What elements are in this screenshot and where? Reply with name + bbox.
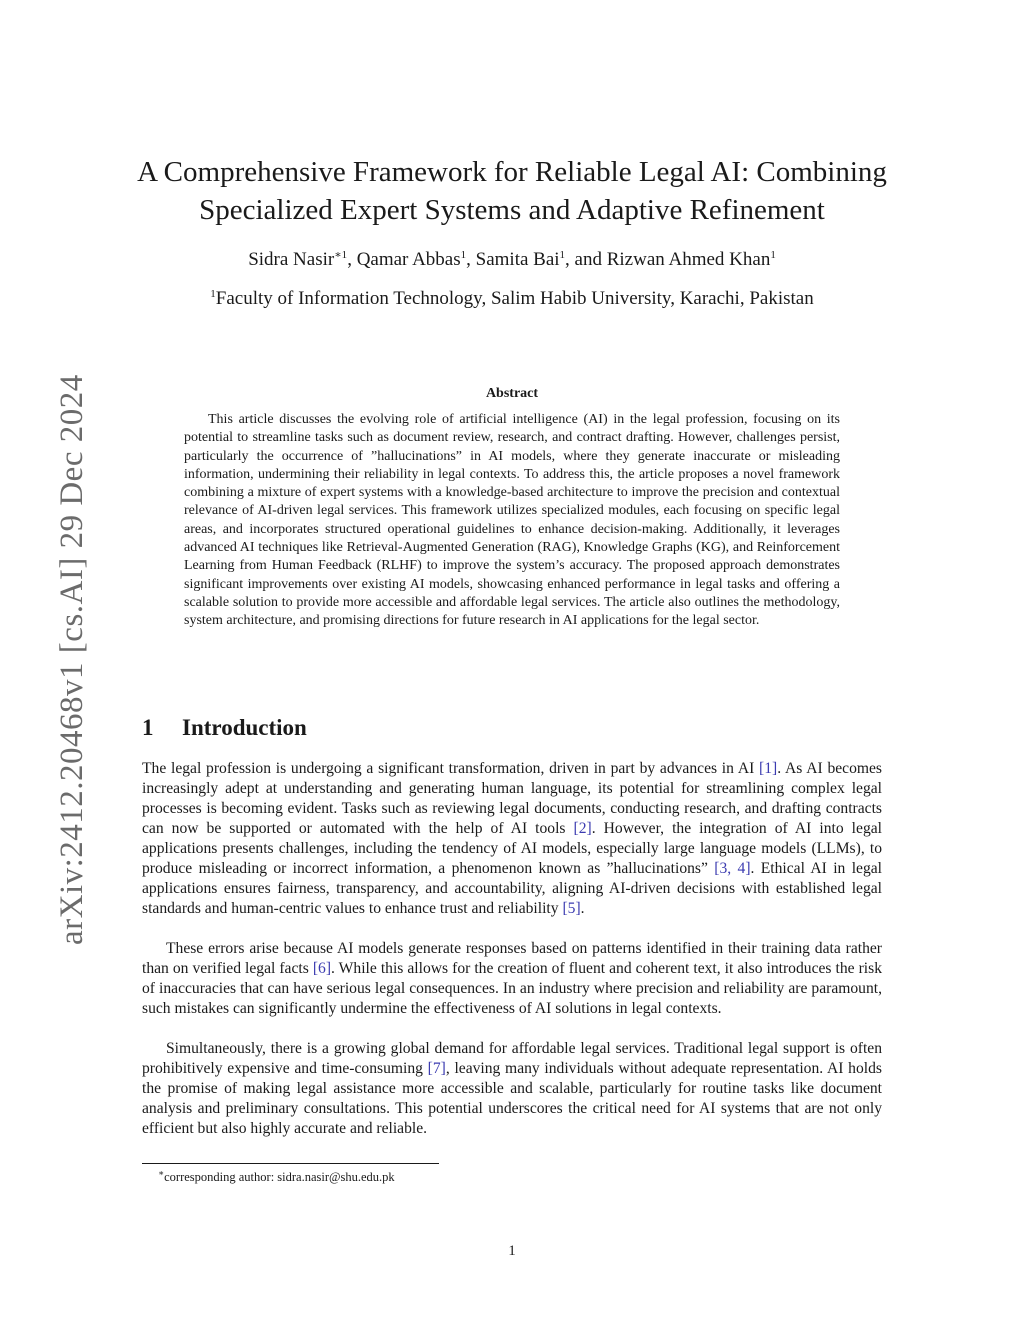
citation-link[interactable]: [3, 4]: [714, 860, 751, 877]
citation-link[interactable]: [7]: [427, 1060, 446, 1077]
body-paragraph-3: [142, 1039, 882, 1139]
paragraph-text: . Ethical AI in legal applications ensures fairness, transparency, and accountability, aligning AI-driven decisions with established legal standards and human-centric values to enhance trust and reliability: [142, 860, 882, 917]
section-number: 1: [142, 715, 154, 740]
affiliation-text: Faculty of Information Technology, Salim Habib University, Karachi, Pakistan: [215, 288, 814, 309]
abstract-heading: Abstract: [485, 386, 539, 401]
paragraph-text: . As AI becomes increasingly adept at understanding and generating human language, its potential for streamlining complex legal processes is becoming evident. Tasks such as reviewing legal documents, conducting research, and drafting contracts can now be supported or automated with the help of AI tools: [142, 760, 883, 837]
footnote-text: corresponding author: sidra.nasir@shu.edu.pk: [164, 1170, 395, 1184]
paragraph-text: .: [580, 900, 585, 917]
author-name: Qamar Abbas: [356, 249, 461, 270]
author-separator: ,: [466, 249, 476, 270]
paragraph-text: These errors arise because AI models generate responses based on patterns identified in their training data rather than on verified legal facts: [142, 940, 882, 977]
affiliation: [130, 288, 894, 310]
paragraph-text: . However, the integration of AI into legal applications presents challenges, including the tendency of AI models, especially large language models (LLMs), to produce misleading or incorrect information, a phenomenon known as ”hallucinations”: [142, 820, 882, 877]
footnote-rule: [142, 1163, 439, 1164]
author-name: Sidra Nasir: [248, 249, 335, 270]
paragraph-text: The legal profession is undergoing a significant transformation, driven in part by advances in AI: [142, 760, 760, 777]
author-name: Rizwan Ahmed Khan: [606, 249, 771, 270]
citation-link[interactable]: [6]: [312, 960, 332, 977]
title-line-1: A Comprehensive Framework for Reliable Legal AI: Combining: [137, 156, 887, 188]
body-paragraph-1: [142, 759, 882, 919]
citation-link[interactable]: [5]: [562, 900, 581, 917]
author-list: [130, 248, 894, 271]
citation-link[interactable]: [2]: [573, 820, 592, 837]
author-name: Samita Bai: [475, 249, 560, 270]
arxiv-sidebar: [24, 355, 90, 945]
body-paragraph-2: [142, 939, 882, 1019]
author-mark: 1: [460, 249, 467, 261]
author-mark: 1: [770, 249, 776, 261]
title-line-2: Specialized Expert Systems and Adaptive Refinement: [199, 194, 825, 226]
paragraph-text: Simultaneously, there is a growing global demand for affordable legal services. Traditional legal support is often prohibitively expensive and time-consuming: [142, 1040, 882, 1077]
author-mark: ∗1: [334, 249, 348, 261]
paragraph-text: . While this allows for the creation of fluent and coherent text, it also introduces the risk of inaccuracies that can have serious legal consequences. In an industry where precision and reliability are paramount, such mistakes can significantly undermine the effectiveness of AI solutions in legal contexts.: [142, 960, 882, 1017]
section-title: Introduction: [182, 715, 307, 740]
paper-title: [130, 153, 894, 229]
footnote-mark: ∗: [158, 1168, 165, 1178]
author-separator: ,: [347, 249, 357, 270]
citation-link[interactable]: [1]: [759, 760, 778, 777]
page-number: 1: [508, 1243, 516, 1259]
author-separator: , and: [565, 249, 607, 270]
author-mark: 1: [559, 249, 566, 261]
section-heading: [142, 715, 307, 741]
abstract-body: This article discusses the evolving role of artificial intelligence (AI) in the legal profession, focusing on its potential to streamline tasks such as document review, research, and contract drafting. However, challenges persist, particularly the occurrence of ”hallucinations” in AI models, where they generate inaccurate or misleading information, undermining their reliability in legal contexts. To address this, the article proposes a novel framework combining a mixture of expert systems with a knowledge-based architecture to improve the precision and contextual relevance of AI-driven legal services. This framework utilizes specialized modules, each focusing on specific legal areas, and incorporates structured operational guidelines to enhance decision-making. Additionally, it leverages advanced AI techniques like Retrieval-Augmented Generation (RAG), Knowledge Graphs (KG), and Reinforcement Learning from Human Feedback (RLHF) to improve the system’s accuracy. The proposed approach demonstrates significant improvements over existing AI models, showcasing enhanced performance in legal tasks and offering a scalable solution to provide more accessible and affordable legal services. The article also outlines the methodology, system architecture, and promising directions for future research in AI applications for the legal sector.: [184, 412, 840, 629]
footnote: [158, 1168, 395, 1185]
affiliation-mark: 1: [210, 288, 216, 300]
arxiv-identifier: arXiv:2412.20468v1 [cs.AI] 29 Dec 2024: [54, 374, 90, 945]
paragraph-text: , leaving many individuals without adequate representation. AI holds the promise of making legal assistance more accessible and scalable, particularly for routine tasks like document analysis and preliminary consultations. This potential underscores the critical need for AI systems that are not only efficient but also highly accurate and reliable.: [142, 1060, 882, 1137]
